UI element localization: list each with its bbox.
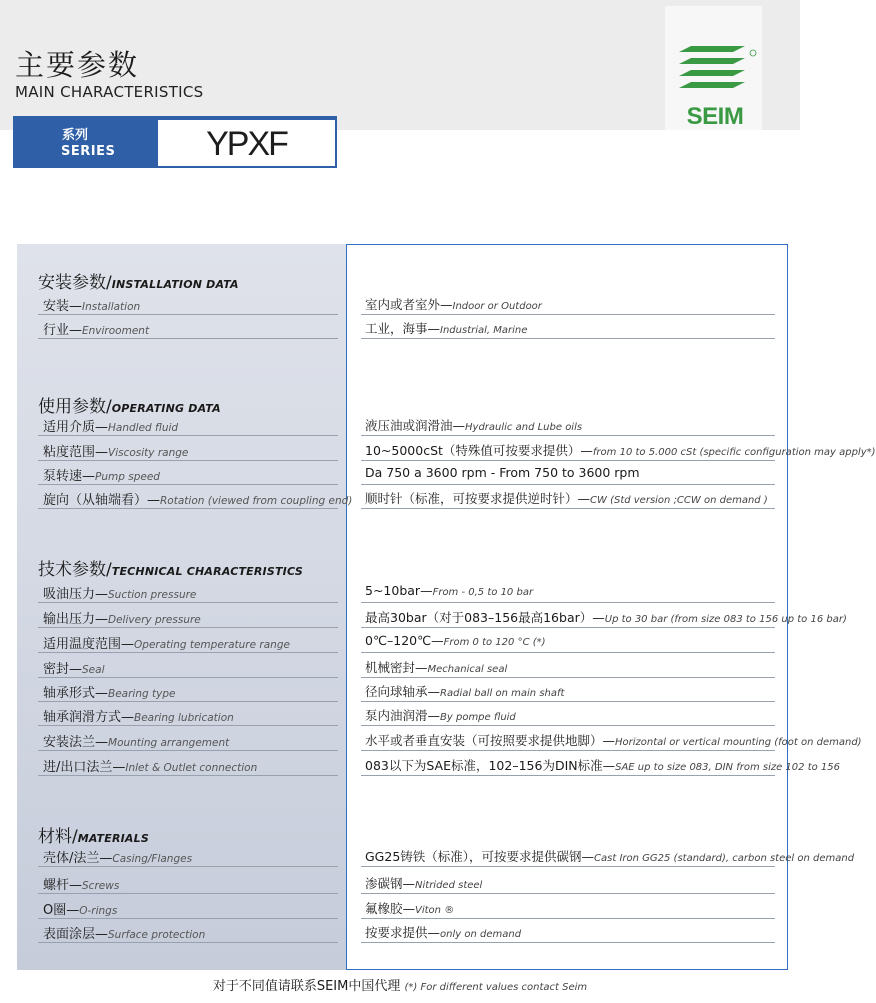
row-divider bbox=[361, 314, 775, 315]
row-divider bbox=[38, 508, 338, 509]
param-label-en: Mounting arrangement bbox=[108, 737, 230, 749]
param-value bbox=[365, 899, 454, 917]
param-label-en: Operating temperature range bbox=[134, 639, 290, 651]
row-divider bbox=[361, 866, 775, 867]
row-divider bbox=[361, 725, 775, 726]
param-value-en: Mechanical seal bbox=[427, 664, 508, 675]
param-value-en: Nitrided steel bbox=[415, 880, 483, 891]
series-label-en: SERIES bbox=[61, 144, 116, 159]
param-value-en: Indoor or Outdoor bbox=[452, 301, 542, 312]
param-label-cn: 行业— bbox=[43, 323, 83, 338]
param-value-en: only on demand bbox=[440, 929, 522, 940]
param-label-en: Inlet & Outlet connection bbox=[125, 762, 258, 774]
footer-text-en: (*) For different values contact Seim bbox=[404, 982, 588, 993]
row-divider bbox=[361, 627, 775, 628]
row-divider bbox=[38, 893, 338, 894]
param-label-cn: 安装法兰— bbox=[43, 735, 109, 750]
param-label bbox=[43, 489, 352, 508]
row-divider bbox=[38, 677, 338, 678]
param-value-cn: 工业，海事— bbox=[365, 321, 441, 336]
row-divider bbox=[361, 775, 775, 776]
param-label-cn: 粘度范围— bbox=[43, 445, 109, 460]
row-divider bbox=[361, 677, 775, 678]
param-label-en: O-rings bbox=[79, 905, 118, 917]
param-value-cn: 室内或者室外— bbox=[365, 297, 453, 312]
param-label-en: Casing/Flanges bbox=[112, 853, 193, 865]
row-divider bbox=[38, 750, 338, 751]
series-label-cn: 系列 bbox=[62, 128, 89, 143]
param-value bbox=[365, 608, 847, 626]
param-label bbox=[43, 416, 178, 435]
page-title: 主要参数 bbox=[15, 48, 140, 82]
param-value-en: CW (Std version ;CCW on demand ) bbox=[590, 495, 768, 506]
param-label-en: Screws bbox=[82, 880, 120, 892]
param-label-cn: 密封— bbox=[43, 662, 83, 677]
row-divider bbox=[361, 893, 775, 894]
param-value-cn: 顺时针（标准，可按要求提供逆时针）— bbox=[365, 491, 591, 506]
section-title-en: OPERATING DATA bbox=[111, 402, 221, 415]
logo-wordmark: SEIM bbox=[686, 103, 744, 130]
param-value-en: Viton ® bbox=[415, 905, 455, 916]
param-value-cn: 径向球轴承— bbox=[365, 684, 441, 699]
row-divider bbox=[361, 435, 775, 436]
param-value-cn: GG25铸铁（标准），可按要求提供碳钢— bbox=[365, 849, 595, 864]
param-label bbox=[43, 658, 105, 677]
param-value bbox=[365, 416, 582, 434]
seim-logo bbox=[665, 6, 762, 130]
param-value bbox=[365, 489, 768, 507]
param-value-en: From 0 to 120 °C (*) bbox=[443, 637, 546, 648]
param-value-en: Hydraulic and Lube oils bbox=[465, 422, 583, 433]
param-label bbox=[43, 583, 196, 602]
param-value-cn: 氟橡胶— bbox=[365, 901, 416, 916]
param-label-en: Pump speed bbox=[95, 471, 160, 483]
param-value-en: Cast Iron GG25 (standard), carbon steel on demand bbox=[594, 853, 855, 864]
param-value bbox=[365, 682, 564, 700]
param-label bbox=[43, 608, 201, 627]
row-divider bbox=[361, 918, 775, 919]
footer-note bbox=[0, 975, 800, 994]
param-label bbox=[43, 756, 257, 775]
section-title-cn: 使用参数/ bbox=[38, 397, 112, 417]
param-label bbox=[43, 441, 188, 460]
row-divider bbox=[38, 701, 338, 702]
param-value bbox=[365, 295, 542, 313]
row-divider bbox=[38, 918, 338, 919]
section-title bbox=[38, 555, 303, 580]
param-value bbox=[365, 706, 516, 724]
param-value-cn: 5~10bar— bbox=[365, 583, 433, 598]
param-label-en: Delivery pressure bbox=[108, 614, 201, 626]
row-divider bbox=[361, 484, 775, 485]
param-value-en: Horizontal or vertical mounting (foot on demand) bbox=[615, 737, 862, 748]
row-divider bbox=[361, 942, 775, 943]
section-title-en: MATERIALS bbox=[77, 832, 149, 845]
param-value-cn: 液压油或润滑油— bbox=[365, 418, 466, 433]
row-divider bbox=[361, 460, 775, 461]
section-title-cn: 技术参数/ bbox=[38, 560, 112, 580]
param-value-en: From - 0,5 to 10 bar bbox=[432, 587, 534, 598]
param-label bbox=[43, 465, 160, 484]
param-label-en: Suction pressure bbox=[108, 589, 197, 601]
row-divider bbox=[38, 602, 338, 603]
param-value-en: By pompe fluid bbox=[440, 712, 516, 723]
param-value bbox=[365, 756, 840, 774]
param-value bbox=[365, 633, 546, 648]
param-label-en: Seal bbox=[82, 664, 105, 676]
param-label bbox=[43, 682, 175, 701]
param-label-cn: 螺杆— bbox=[43, 878, 83, 893]
param-value bbox=[365, 658, 507, 676]
param-value-en: from 10 to 5.000 cSt (specific configuration may apply*) bbox=[592, 447, 876, 458]
param-label-cn: 吸油压力— bbox=[43, 587, 109, 602]
param-value-en: SAE up to size 083, DIN from size 102 to 156 bbox=[615, 762, 841, 773]
section-title-en: INSTALLATION DATA bbox=[111, 278, 239, 291]
param-label-cn: 表面涂层— bbox=[43, 927, 109, 942]
param-label-cn: O圈— bbox=[43, 903, 80, 918]
row-divider bbox=[361, 750, 775, 751]
param-value bbox=[365, 465, 640, 480]
param-value-en: Radial ball on main shaft bbox=[440, 688, 565, 699]
param-label-cn: 壳体/法兰— bbox=[43, 851, 113, 866]
row-divider bbox=[38, 484, 338, 485]
param-value bbox=[365, 874, 482, 892]
param-value-cn: 泵内油润滑— bbox=[365, 708, 441, 723]
param-label-cn: 适用介质— bbox=[43, 420, 109, 435]
param-value bbox=[365, 583, 533, 598]
row-divider bbox=[38, 435, 338, 436]
page-subtitle: MAIN CHARACTERISTICS bbox=[15, 83, 204, 101]
row-divider bbox=[38, 627, 338, 628]
param-label-en: Surface protection bbox=[108, 929, 206, 941]
param-value-cn: Da 750 a 3600 rpm - From 750 to 3600 rpm bbox=[365, 465, 640, 480]
section-title-cn: 材料/ bbox=[38, 827, 78, 847]
row-divider bbox=[38, 725, 338, 726]
param-value-cn: 083以下为SAE标准，102–156为DIN标准— bbox=[365, 758, 616, 773]
row-divider bbox=[361, 701, 775, 702]
param-label bbox=[43, 319, 149, 338]
param-value bbox=[365, 319, 527, 337]
param-label-en: Installation bbox=[82, 301, 141, 313]
seim-logo-icon bbox=[665, 6, 762, 130]
param-label-cn: 旋向（从轴端看）— bbox=[43, 493, 161, 508]
param-value-cn: 按要求提供— bbox=[365, 925, 441, 940]
param-label-en: Bearing lubrication bbox=[134, 712, 234, 724]
param-label-cn: 轴承形式— bbox=[43, 686, 109, 701]
series-value: YPXF bbox=[206, 125, 287, 163]
section-title bbox=[38, 822, 149, 847]
param-label-cn: 进/出口法兰— bbox=[43, 760, 126, 775]
param-label-en: Rotation (viewed from coupling end) bbox=[160, 495, 353, 507]
section-title bbox=[38, 392, 221, 417]
row-divider bbox=[38, 338, 338, 339]
param-label-en: Envirooment bbox=[82, 325, 150, 337]
param-label-cn: 适用温度范围— bbox=[43, 637, 135, 652]
section-title-en: TECHNICAL CHARACTERISTICS bbox=[111, 565, 303, 578]
param-label bbox=[43, 706, 234, 725]
row-divider bbox=[361, 338, 775, 339]
param-value-en: Up to 30 bar (from size 083 to 156 up to 16 bar) bbox=[604, 614, 847, 625]
row-divider bbox=[38, 775, 338, 776]
param-value-cn: 渗碳钢— bbox=[365, 876, 416, 891]
param-label-en: Viscosity range bbox=[108, 447, 189, 459]
row-divider bbox=[361, 508, 775, 509]
footer-text-cn: 对于不同值请联系SEIM中国代理 bbox=[212, 979, 401, 994]
row-divider bbox=[361, 652, 775, 653]
param-label bbox=[43, 295, 140, 314]
param-value-cn: 0℃–120℃— bbox=[365, 633, 444, 648]
param-label bbox=[43, 731, 229, 750]
param-label-cn: 泵转速— bbox=[43, 469, 96, 484]
param-label-en: Handled fluid bbox=[108, 422, 179, 434]
row-divider bbox=[38, 314, 338, 315]
param-label-cn: 轴承润滑方式— bbox=[43, 710, 135, 725]
param-label-cn: 安装— bbox=[43, 299, 83, 314]
row-divider bbox=[38, 866, 338, 867]
param-label bbox=[43, 633, 290, 652]
param-value-cn: 水平或者垂直安装（可按照要求提供地脚）— bbox=[365, 733, 616, 748]
param-value bbox=[365, 441, 876, 459]
param-label-en: Bearing type bbox=[108, 688, 176, 700]
param-value bbox=[365, 847, 854, 865]
param-value bbox=[365, 731, 862, 749]
section-title-cn: 安装参数/ bbox=[38, 273, 112, 293]
row-divider bbox=[361, 602, 775, 603]
param-value-cn: 机械密封— bbox=[365, 660, 428, 675]
row-divider bbox=[38, 942, 338, 943]
param-label bbox=[43, 847, 192, 866]
row-divider bbox=[38, 460, 338, 461]
param-label bbox=[43, 923, 205, 942]
param-value bbox=[365, 923, 521, 941]
row-divider bbox=[38, 652, 338, 653]
section-title bbox=[38, 268, 239, 293]
param-value-cn: 10~5000cSt（特殊值可按要求提供）— bbox=[365, 443, 593, 458]
param-label bbox=[43, 899, 117, 918]
param-label bbox=[43, 874, 119, 893]
param-value-en: Industrial, Marine bbox=[440, 325, 528, 336]
param-label-cn: 输出压力— bbox=[43, 612, 109, 627]
param-value-cn: 最高30bar（对于083–156最高16bar）— bbox=[365, 610, 605, 625]
